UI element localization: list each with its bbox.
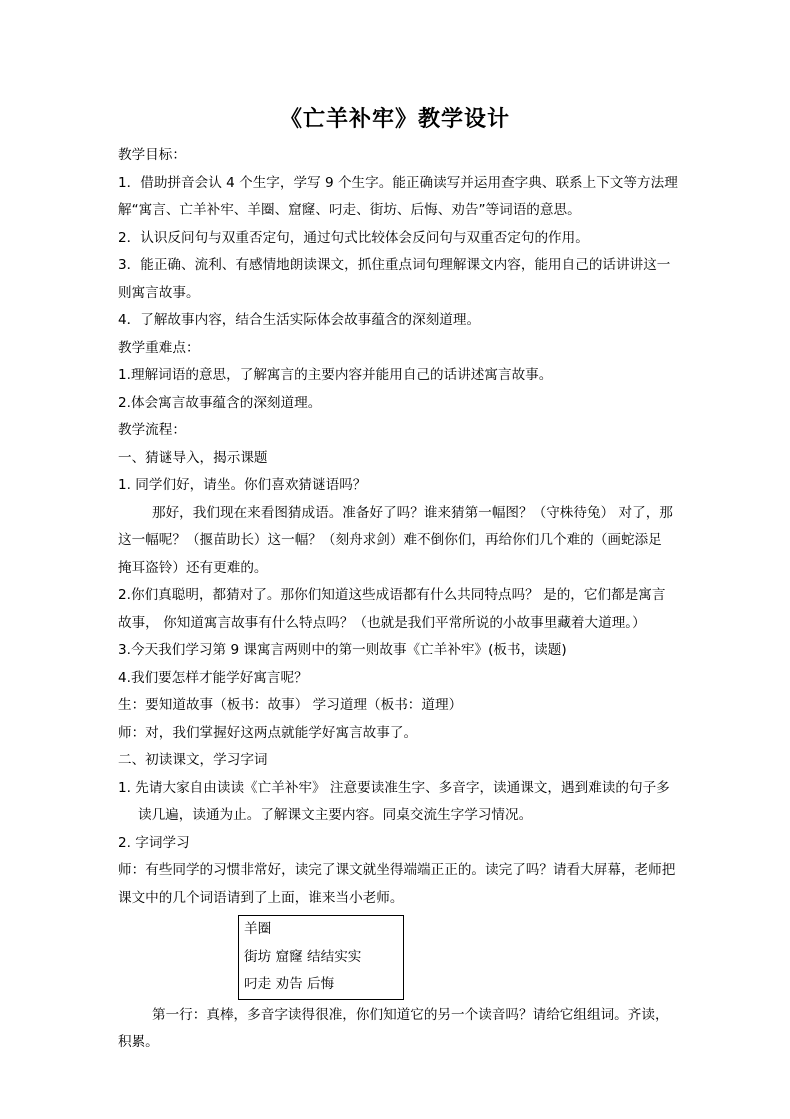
vocabulary-box	[238, 915, 404, 1000]
process-paragraph: 3.今天我们学习第 9 课寓言两则中的第一则故事《亡羊补牢》(板书，读题)	[118, 642, 567, 658]
objective-item-3: 3．能正确、流利、有感情地朗读课文，抓住重点词句理解课文内容，能用自己的话讲讲这一则寓言故事。	[118, 257, 671, 301]
document-title: 《亡羊补牢》教学设计	[279, 106, 510, 132]
objective-item-2: 2．认识反问句与双重否定句，通过句式比较体会反问句与双重否定句的作用。	[118, 229, 589, 246]
subsection-heading-1: 一、猜谜导入，揭示课题	[118, 449, 268, 466]
vocabulary-line: 叼走 劝告 后悔	[244, 976, 335, 992]
key-point-item-2: 2.体会寓言故事蕴含的深刻道理。	[118, 394, 322, 411]
process-paragraph: 1. 先请大家自由读读《亡羊补牢》 注意要读准生字、多音字，读通课文，遇到难读的句子多读几遍，读通为止。了解课文主要内容。同桌交流生字学习情况。	[118, 779, 670, 823]
process-paragraph: 师：对，我们掌握好这两点就能学好寓言故事了。	[118, 724, 418, 741]
section-heading-process: 教学流程：	[118, 422, 186, 438]
closing-paragraph: 第一行：真棒，多音字读得很准，你们知道它的另一个读音吗？请给它组组词。齐读，积累。	[118, 1006, 669, 1050]
section-heading-key-points: 教学重难点：	[118, 339, 200, 356]
document-body	[118, 142, 678, 1057]
process-paragraph: 2. 字词学习	[118, 834, 190, 851]
section-heading-objectives: 教学目标：	[118, 147, 186, 163]
subsection-heading-2: 二、初读课文，学习字词	[118, 752, 268, 768]
vocabulary-line: 羊圈	[244, 921, 272, 937]
process-paragraph: 4.我们要怎样才能学好寓言呢？	[118, 669, 308, 686]
objective-item-4: 4．了解故事内容，结合生活实际体会故事蕴含的深刻道理。	[118, 312, 481, 328]
process-paragraph: 生：要知道故事（板书：故事） 学习道理（板书：道理）	[118, 697, 463, 713]
process-paragraph: 师：有些同学的习惯非常好，读完了课文就坐得端端正正的。读完了吗？请看大屏幕，老师把课文中的几个词语请到了上面，谁来当小老师。	[118, 862, 676, 906]
vocabulary-line: 街坊 窟窿 结结实实	[244, 948, 362, 965]
process-paragraph: 1. 同学们好，请坐。你们喜欢猜谜语吗？	[118, 477, 367, 493]
objective-item-1: 1．借助拼音会认 4 个生字，学写 9 个生字。能正确读写并运用查字典、联系上下文等方法理解“寓言、亡羊补牢、羊圈、窟窿、叼走、街坊、后悔、劝告”等词语的意思。	[118, 174, 678, 218]
process-paragraph: 2.你们真聪明，都猜对了。那你们知道这些成语都有什么共同特点吗？ 是的，它们都是寓言故事， 你知道寓言故事有什么特点吗？（也就是我们平常所说的小故事里藏着大道理。）	[118, 587, 666, 631]
process-paragraph: 那好，我们现在来看图猜成语。准备好了吗？谁来猜第一幅图？（守株待兔） 对了，那这一幅呢？（揠苗助长）这一幅？（刻舟求剑）难不倒你们，再给你们几个难的（画蛇添足 掩耳盗铃）还有更难的。	[118, 504, 673, 576]
key-point-item-1: 1.理解词语的意思，了解寓言的主要内容并能用自己的话讲述寓言故事。	[118, 367, 553, 383]
